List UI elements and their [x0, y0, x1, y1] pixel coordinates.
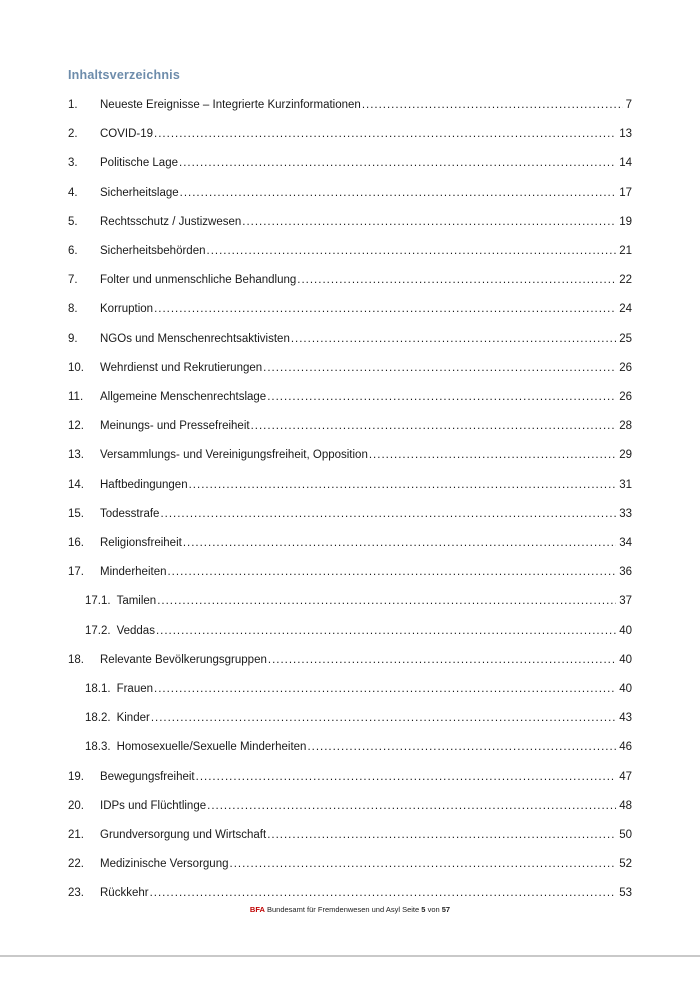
- dot-leader: [151, 704, 616, 733]
- toc-entry-label: Grundversorgung und Wirtschaft: [100, 829, 267, 842]
- toc-entry[interactable]: [68, 149, 632, 178]
- toc-entry-page: 46: [619, 741, 632, 754]
- toc-entry-label: Frauen: [116, 683, 154, 696]
- toc-entry-label: Sicherheitsbehörden: [100, 245, 206, 258]
- toc-entry-number: 1.: [68, 99, 78, 111]
- dot-leader: [196, 763, 617, 792]
- toc-entry[interactable]: [68, 704, 632, 733]
- page-footer: [0, 905, 700, 914]
- toc-entry-label: Relevante Bevölkerungsgruppen: [100, 653, 267, 666]
- toc-entry-number: 17.2.: [85, 624, 111, 637]
- toc-entry-number: 8.: [68, 303, 78, 316]
- toc-entry-number: 4.: [68, 186, 78, 199]
- dot-leader: [167, 558, 616, 587]
- toc-entry-page: 47: [619, 770, 632, 783]
- dot-leader: [154, 295, 616, 324]
- dot-leader: [242, 208, 616, 237]
- toc-entry-number: 17.: [68, 566, 84, 579]
- toc-entry-label: Politische Lage: [100, 157, 178, 170]
- toc-entry-number: 18.3.: [85, 741, 111, 754]
- toc-entry-label: COVID-19: [100, 128, 154, 141]
- toc-entry-label: NGOs und Menschenrechtsaktivisten: [100, 332, 290, 345]
- toc-entry-label: Wehrdienst und Rekrutierungen: [100, 361, 263, 374]
- toc-entry[interactable]: [68, 383, 632, 412]
- dot-leader: [183, 529, 616, 558]
- toc-entry-label: Folter und unmenschliche Behandlung: [100, 274, 297, 287]
- toc-entry[interactable]: [68, 208, 632, 237]
- toc-entry-page: 40: [619, 624, 632, 637]
- toc-entry-page: 34: [619, 537, 632, 550]
- toc-entry[interactable]: [68, 587, 632, 616]
- toc-entry-number: 10.: [68, 361, 84, 374]
- footer-page-number: 5: [421, 905, 426, 914]
- toc-entry-label: Versammlungs- und Vereinigungsfreiheit, Opposition: [100, 449, 368, 462]
- toc-entry-label: Korruption: [100, 303, 154, 316]
- toc-entry-page: 21: [619, 245, 632, 258]
- bfa-logo-text: BFA: [249, 905, 265, 914]
- dot-leader: [154, 675, 616, 704]
- toc-entry[interactable]: [68, 733, 632, 762]
- dot-leader: [156, 617, 616, 646]
- toc-entry-number: 18.: [68, 653, 84, 666]
- toc-entry-number: 17.1.: [85, 595, 111, 608]
- toc-entry[interactable]: [68, 441, 632, 470]
- toc-entry-page: 52: [619, 858, 632, 871]
- toc-entry-label: Neueste Ereignisse – Integrierte Kurzinformationen: [100, 99, 361, 111]
- dot-leader: [291, 325, 616, 354]
- toc-entry-page: 48: [619, 799, 632, 812]
- footer-of-word: von: [427, 905, 440, 914]
- dot-leader: [263, 354, 616, 383]
- toc-entry-label: Allgemeine Menschenrechtslage: [100, 391, 267, 404]
- dot-leader: [307, 733, 616, 762]
- dot-leader: [251, 412, 617, 441]
- dot-leader: [230, 850, 617, 879]
- toc-entry-label: Rückkehr: [100, 887, 149, 900]
- toc-entry-number: 19.: [68, 770, 84, 783]
- toc-entry-label: Religionsfreiheit: [100, 537, 182, 550]
- footer-page-word: Seite: [402, 905, 420, 914]
- toc-entry-page: 53: [619, 887, 632, 900]
- toc-entry-label: Kinder: [116, 712, 150, 725]
- dot-leader: [157, 587, 616, 616]
- toc-entry[interactable]: [68, 91, 632, 120]
- toc-entry[interactable]: [68, 500, 632, 529]
- toc-entry-number: 22.: [68, 858, 84, 871]
- toc-entry-page: 43: [619, 712, 632, 725]
- toc-entry-number: 11.: [68, 391, 84, 404]
- dot-leader: [369, 441, 616, 470]
- toc-entry-page: 40: [619, 683, 632, 696]
- toc-entry-page: 31: [619, 478, 632, 491]
- toc-entry-page: 25: [619, 332, 632, 345]
- dot-leader: [189, 471, 617, 500]
- toc-entry-page: 17: [619, 186, 632, 199]
- toc-entry-number: 21.: [68, 829, 84, 842]
- toc-entry-label: Medizinische Versorgung: [100, 858, 229, 871]
- toc-entry[interactable]: [68, 179, 632, 208]
- toc-entry-number: 20.: [68, 799, 84, 812]
- toc-entry[interactable]: [68, 354, 632, 383]
- toc-entry-number: 7.: [68, 274, 78, 287]
- toc-entry[interactable]: [68, 646, 632, 675]
- toc-entry-number: 18.1.: [85, 683, 111, 696]
- footer-org-name: Bundesamt für Fremdenwesen und Asyl: [267, 905, 400, 914]
- toc-entry-page: 29: [619, 449, 632, 462]
- toc-entry-label: Homosexuelle/Sexuelle Minderheiten: [116, 741, 307, 754]
- toc-entry[interactable]: [68, 675, 632, 704]
- toc-entry-number: 12.: [68, 420, 84, 433]
- toc-entry-number: 9.: [68, 332, 78, 345]
- dot-leader: [362, 91, 623, 120]
- toc-entry-page: 22: [619, 274, 632, 287]
- toc-entry-number: 5.: [68, 215, 78, 228]
- page-title: Inhaltsverzeichnis: [68, 68, 180, 82]
- toc-entry[interactable]: [68, 850, 632, 879]
- toc-entry-label: Tamilen: [116, 595, 157, 608]
- toc-entry[interactable]: [68, 295, 632, 324]
- toc-entry[interactable]: [68, 471, 632, 500]
- dot-leader: [160, 500, 616, 529]
- toc-entry-page: 26: [619, 361, 632, 374]
- toc-entry-page: 33: [619, 507, 632, 520]
- table-of-contents: [68, 91, 632, 909]
- dot-leader: [179, 149, 616, 178]
- toc-entry-label: Veddas: [116, 624, 155, 637]
- toc-entry-page: 40: [619, 653, 632, 666]
- dot-leader: [267, 821, 616, 850]
- dot-leader: [180, 179, 617, 208]
- toc-entry-label: Bewegungsfreiheit: [100, 770, 195, 783]
- toc-entry-number: 14.: [68, 478, 84, 491]
- toc-entry-number: 13.: [68, 449, 84, 462]
- toc-entry-page: 36: [619, 566, 632, 579]
- toc-entry-label: Meinungs- und Pressefreiheit: [100, 420, 250, 433]
- toc-entry[interactable]: [68, 529, 632, 558]
- toc-entry-page: 50: [619, 829, 632, 842]
- toc-entry-number: 2.: [68, 128, 78, 141]
- dot-leader: [207, 792, 616, 821]
- dot-leader: [154, 120, 616, 149]
- toc-entry-label: Haftbedingungen: [100, 478, 188, 491]
- toc-entry-page: 13: [619, 128, 632, 141]
- toc-entry[interactable]: [68, 412, 632, 441]
- toc-entry-label: Sicherheitslage: [100, 186, 179, 199]
- toc-entry[interactable]: [68, 266, 632, 295]
- toc-entry-label: Todesstrafe: [100, 507, 160, 520]
- toc-entry-label: Rechtsschutz / Justizwesen: [100, 215, 242, 228]
- toc-entry-number: 3.: [68, 157, 78, 170]
- toc-entry[interactable]: [68, 821, 632, 850]
- toc-entry[interactable]: [68, 763, 632, 792]
- dot-leader: [267, 383, 616, 412]
- toc-entry-number: 18.2.: [85, 712, 111, 725]
- toc-entry-page: 26: [619, 391, 632, 404]
- toc-entry-page: 14: [619, 157, 632, 170]
- toc-entry[interactable]: [68, 120, 632, 149]
- toc-entry-number: 23.: [68, 887, 84, 900]
- toc-entry[interactable]: [68, 792, 632, 821]
- toc-entry-page: 28: [619, 420, 632, 433]
- dot-leader: [297, 266, 616, 295]
- toc-entry[interactable]: [68, 325, 632, 354]
- toc-entry-label: Minderheiten: [100, 566, 167, 579]
- toc-entry-label: IDPs und Flüchtlinge: [100, 799, 207, 812]
- footer-total-pages: 57: [441, 905, 451, 914]
- toc-entry[interactable]: [68, 237, 632, 266]
- toc-entry[interactable]: [68, 558, 632, 587]
- toc-entry-page: 37: [619, 595, 632, 608]
- toc-entry-number: 6.: [68, 245, 78, 258]
- toc-entry-page: 19: [619, 215, 632, 228]
- toc-entry-page: 24: [619, 303, 632, 316]
- toc-entry[interactable]: [68, 617, 632, 646]
- dot-leader: [268, 646, 616, 675]
- toc-entry-number: 16.: [68, 537, 84, 550]
- page-bottom-edge: [0, 955, 700, 957]
- dot-leader: [207, 237, 617, 266]
- toc-entry-number: 15.: [68, 507, 84, 520]
- toc-entry-page: 7: [625, 99, 632, 111]
